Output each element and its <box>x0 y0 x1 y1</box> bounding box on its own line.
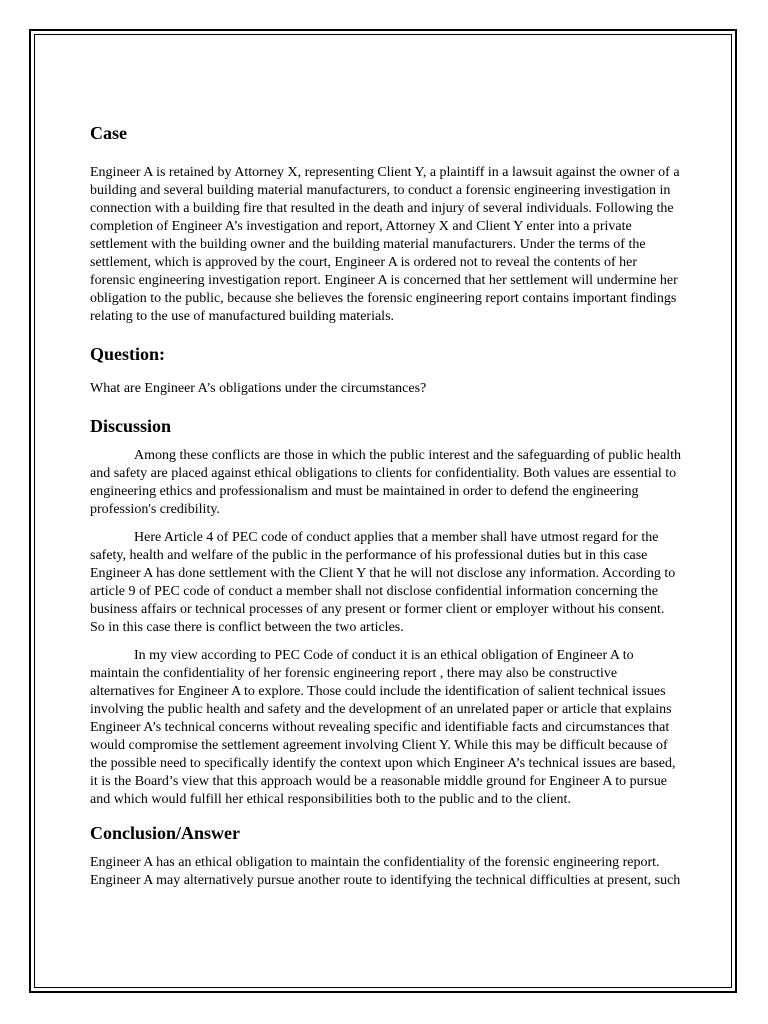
conclusion-heading: Conclusion/Answer <box>90 823 241 843</box>
discussion-paragraph-2: Here Article 4 of PEC code of conduct applies that a member shall have utmost regard for the safety, health and welfare of the public in the performance of his professional duties but in this case Engineer A has done settlement with the Client Y that he will not disclose any information. According to article 9 of PEC code of conduct a member shall not disclose confidential information concerning the business affairs or technical processes of any present or former client or employer without his consent. So in this case there is conflict between the two articles. <box>90 530 676 635</box>
discussion-paragraph-1: Among these conflicts are those in which the public interest and the safeguarding of public health and safety are placed against ethical obligations to clients for confidentiality. Both values are essential to engineering ethics and professionalism and must be maintained in order to defend the engineering profession's credibility. <box>90 448 682 517</box>
case-heading: Case <box>90 123 127 143</box>
question-body: What are Engineer A’s obligations under the circumstances? <box>90 381 427 396</box>
conclusion-body: Engineer A has an ethical obligation to maintain the confidentiality of the forensic engineering report. Engineer A may alternatively pursue another route to identifying the technical difficulties at present, such <box>90 855 681 888</box>
document-content <box>90 122 682 890</box>
question-heading: Question: <box>90 344 166 364</box>
discussion-paragraph-3: In my view according to PEC Code of conduct it is an ethical obligation of Engineer A to maintain the confidentiality of her forensic engineering report , there may also be constructive alternatives for Engineer A to explore. Those could include the identification of salient technical issues involving the public health and safety and the development of an unrelated paper or article that explains Engineer A’s technical concerns without revealing specific and identifiable facts and circumstances that would compromise the settlement agreement involving Client Y. While this may be difficult because of the possible need to specifically identify the context upon which Engineer A’s technical issues are based, it is the Board’s view that this approach would be a reasonable middle ground for Engineer A to pursue and which would fulfill her ethical responsibilities both to the public and to the client. <box>90 648 676 807</box>
discussion-heading: Discussion <box>90 416 172 436</box>
case-body: Engineer A is retained by Attorney X, representing Client Y, a plaintiff in a lawsuit against the owner of a building and several building material manufacturers, to conduct a forensic engineering investigation in connection with a building fire that resulted in the death and injury of several individuals. Following the completion of Engineer A’s investigation and report, Attorney X and Client Y enter into a private settlement with the building owner and the building material manufacturers. Under the terms of the settlement, which is approved by the court, Engineer A is ordered not to reveal the contents of her forensic engineering investigation report. Engineer A is concerned that her settlement will undermine her obligation to the public, because she believes the forensic engineering report contains important findings relating to the use of manufactured building materials. <box>90 165 680 324</box>
